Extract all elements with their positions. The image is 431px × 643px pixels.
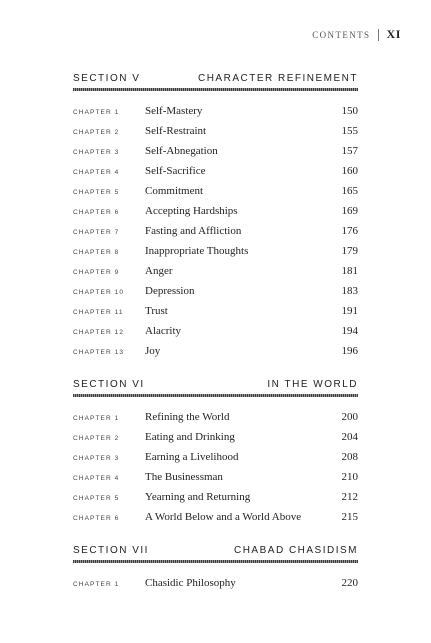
chapter-title: Joy — [145, 345, 161, 357]
toc-entry[interactable] — [73, 430, 358, 450]
chapter-number: CHAPTER 12 — [73, 329, 125, 336]
toc-entries — [73, 410, 358, 530]
chapter-number: CHAPTER 1 — [73, 581, 120, 588]
running-head-divider — [378, 29, 379, 41]
chapter-number: CHAPTER 11 — [73, 309, 124, 316]
chapter-title: Accepting Hardships — [145, 205, 238, 217]
chapter-title: Chasidic Philosophy — [145, 577, 236, 589]
chapter-number: CHAPTER 2 — [73, 435, 120, 442]
toc-entry[interactable] — [73, 284, 358, 304]
section-header — [73, 73, 358, 85]
chapter-title: Self-Mastery — [145, 105, 203, 117]
chapter-title: The Businessman — [145, 471, 223, 483]
toc-entries — [73, 104, 358, 364]
section-title: IN THE WORLD — [267, 379, 358, 390]
toc-entry[interactable] — [73, 470, 358, 490]
section-rule — [73, 394, 358, 397]
toc-entry[interactable] — [73, 490, 358, 510]
toc-entry[interactable] — [73, 104, 358, 124]
chapter-number: CHAPTER 7 — [73, 229, 120, 236]
toc-entry[interactable] — [73, 410, 358, 430]
running-head — [312, 27, 401, 42]
page-number: 155 — [341, 125, 358, 137]
chapter-number: CHAPTER 8 — [73, 249, 120, 256]
page-number: 208 — [341, 451, 358, 463]
toc-entry[interactable] — [73, 164, 358, 184]
toc-entry[interactable] — [73, 144, 358, 164]
page-number: 204 — [341, 431, 358, 443]
chapter-number: CHAPTER 4 — [73, 169, 120, 176]
page-number: 160 — [341, 165, 358, 177]
chapter-title: Refining the World — [145, 411, 230, 423]
section-label: SECTION V — [73, 73, 141, 84]
page-number: 157 — [341, 145, 358, 157]
page-number: 181 — [341, 265, 358, 277]
page-number: 212 — [341, 491, 358, 503]
chapter-title: Trust — [145, 305, 168, 317]
chapter-title: Eating and Drinking — [145, 431, 235, 443]
chapter-number: CHAPTER 4 — [73, 475, 120, 482]
toc-entry[interactable] — [73, 576, 358, 596]
toc-entry[interactable] — [73, 264, 358, 284]
chapter-number: CHAPTER 3 — [73, 455, 120, 462]
section-v — [73, 73, 358, 364]
chapter-number: CHAPTER 6 — [73, 515, 120, 522]
chapter-title: Fasting and Affliction — [145, 225, 242, 237]
chapter-number: CHAPTER 9 — [73, 269, 120, 276]
page-number: 196 — [341, 345, 358, 357]
page-number: 215 — [341, 511, 358, 523]
page-number: 183 — [341, 285, 358, 297]
section-rule — [73, 88, 358, 91]
toc-entry[interactable] — [73, 204, 358, 224]
chapter-number: CHAPTER 6 — [73, 209, 120, 216]
running-head-label: CONTENTS — [312, 29, 371, 40]
chapter-title: Anger — [145, 265, 173, 277]
toc-entries — [73, 576, 358, 596]
chapter-title: A World Below and a World Above — [145, 511, 302, 523]
chapter-number: CHAPTER 1 — [73, 415, 120, 422]
section-vii — [73, 545, 358, 596]
section-label: SECTION VI — [73, 379, 145, 390]
section-vi — [73, 379, 358, 530]
page-number: 179 — [341, 245, 358, 257]
page-number: 194 — [341, 325, 358, 337]
page-number: 169 — [341, 205, 358, 217]
section-header — [73, 379, 358, 391]
toc-entry[interactable] — [73, 324, 358, 344]
page-folio: XI — [386, 27, 401, 41]
chapter-title: Self-Abnegation — [145, 145, 218, 157]
page-number: 200 — [341, 411, 358, 423]
page-number: 165 — [341, 185, 358, 197]
section-title: CHARACTER REFINEMENT — [197, 73, 358, 84]
chapter-title: Alacrity — [145, 325, 182, 337]
page-number: 191 — [341, 305, 358, 317]
chapter-title: Depression — [145, 285, 195, 297]
chapter-number: CHAPTER 13 — [73, 349, 125, 356]
toc-entry[interactable] — [73, 244, 358, 264]
toc-entry[interactable] — [73, 124, 358, 144]
page-number: 210 — [341, 471, 358, 483]
chapter-number: CHAPTER 5 — [73, 189, 120, 196]
chapter-number: CHAPTER 1 — [73, 109, 120, 116]
page-number: 176 — [341, 225, 358, 237]
chapter-number: CHAPTER 2 — [73, 129, 120, 136]
chapter-title: Self-Restraint — [145, 125, 207, 137]
page-number: 150 — [341, 105, 358, 117]
section-title: CHABAD CHASIDISM — [233, 545, 358, 556]
chapter-number: CHAPTER 5 — [73, 495, 120, 502]
toc-entry[interactable] — [73, 510, 358, 530]
chapter-title: Self-Sacrifice — [145, 165, 206, 177]
chapter-title: Commitment — [145, 185, 204, 197]
toc-entry[interactable] — [73, 224, 358, 244]
chapter-number: CHAPTER 3 — [73, 149, 120, 156]
toc-entry[interactable] — [73, 184, 358, 204]
section-header — [73, 545, 358, 557]
page-number: 220 — [341, 577, 358, 589]
chapter-title: Earning a Livelihood — [145, 451, 239, 463]
chapter-title: Yearning and Returning — [145, 491, 251, 503]
toc-entry[interactable] — [73, 344, 358, 364]
chapter-number: CHAPTER 10 — [73, 289, 125, 296]
chapter-title: Inappropriate Thoughts — [145, 245, 249, 257]
section-label: SECTION VII — [73, 545, 149, 556]
section-rule — [73, 560, 358, 563]
toc-entry[interactable] — [73, 450, 358, 470]
toc-entry[interactable] — [73, 304, 358, 324]
